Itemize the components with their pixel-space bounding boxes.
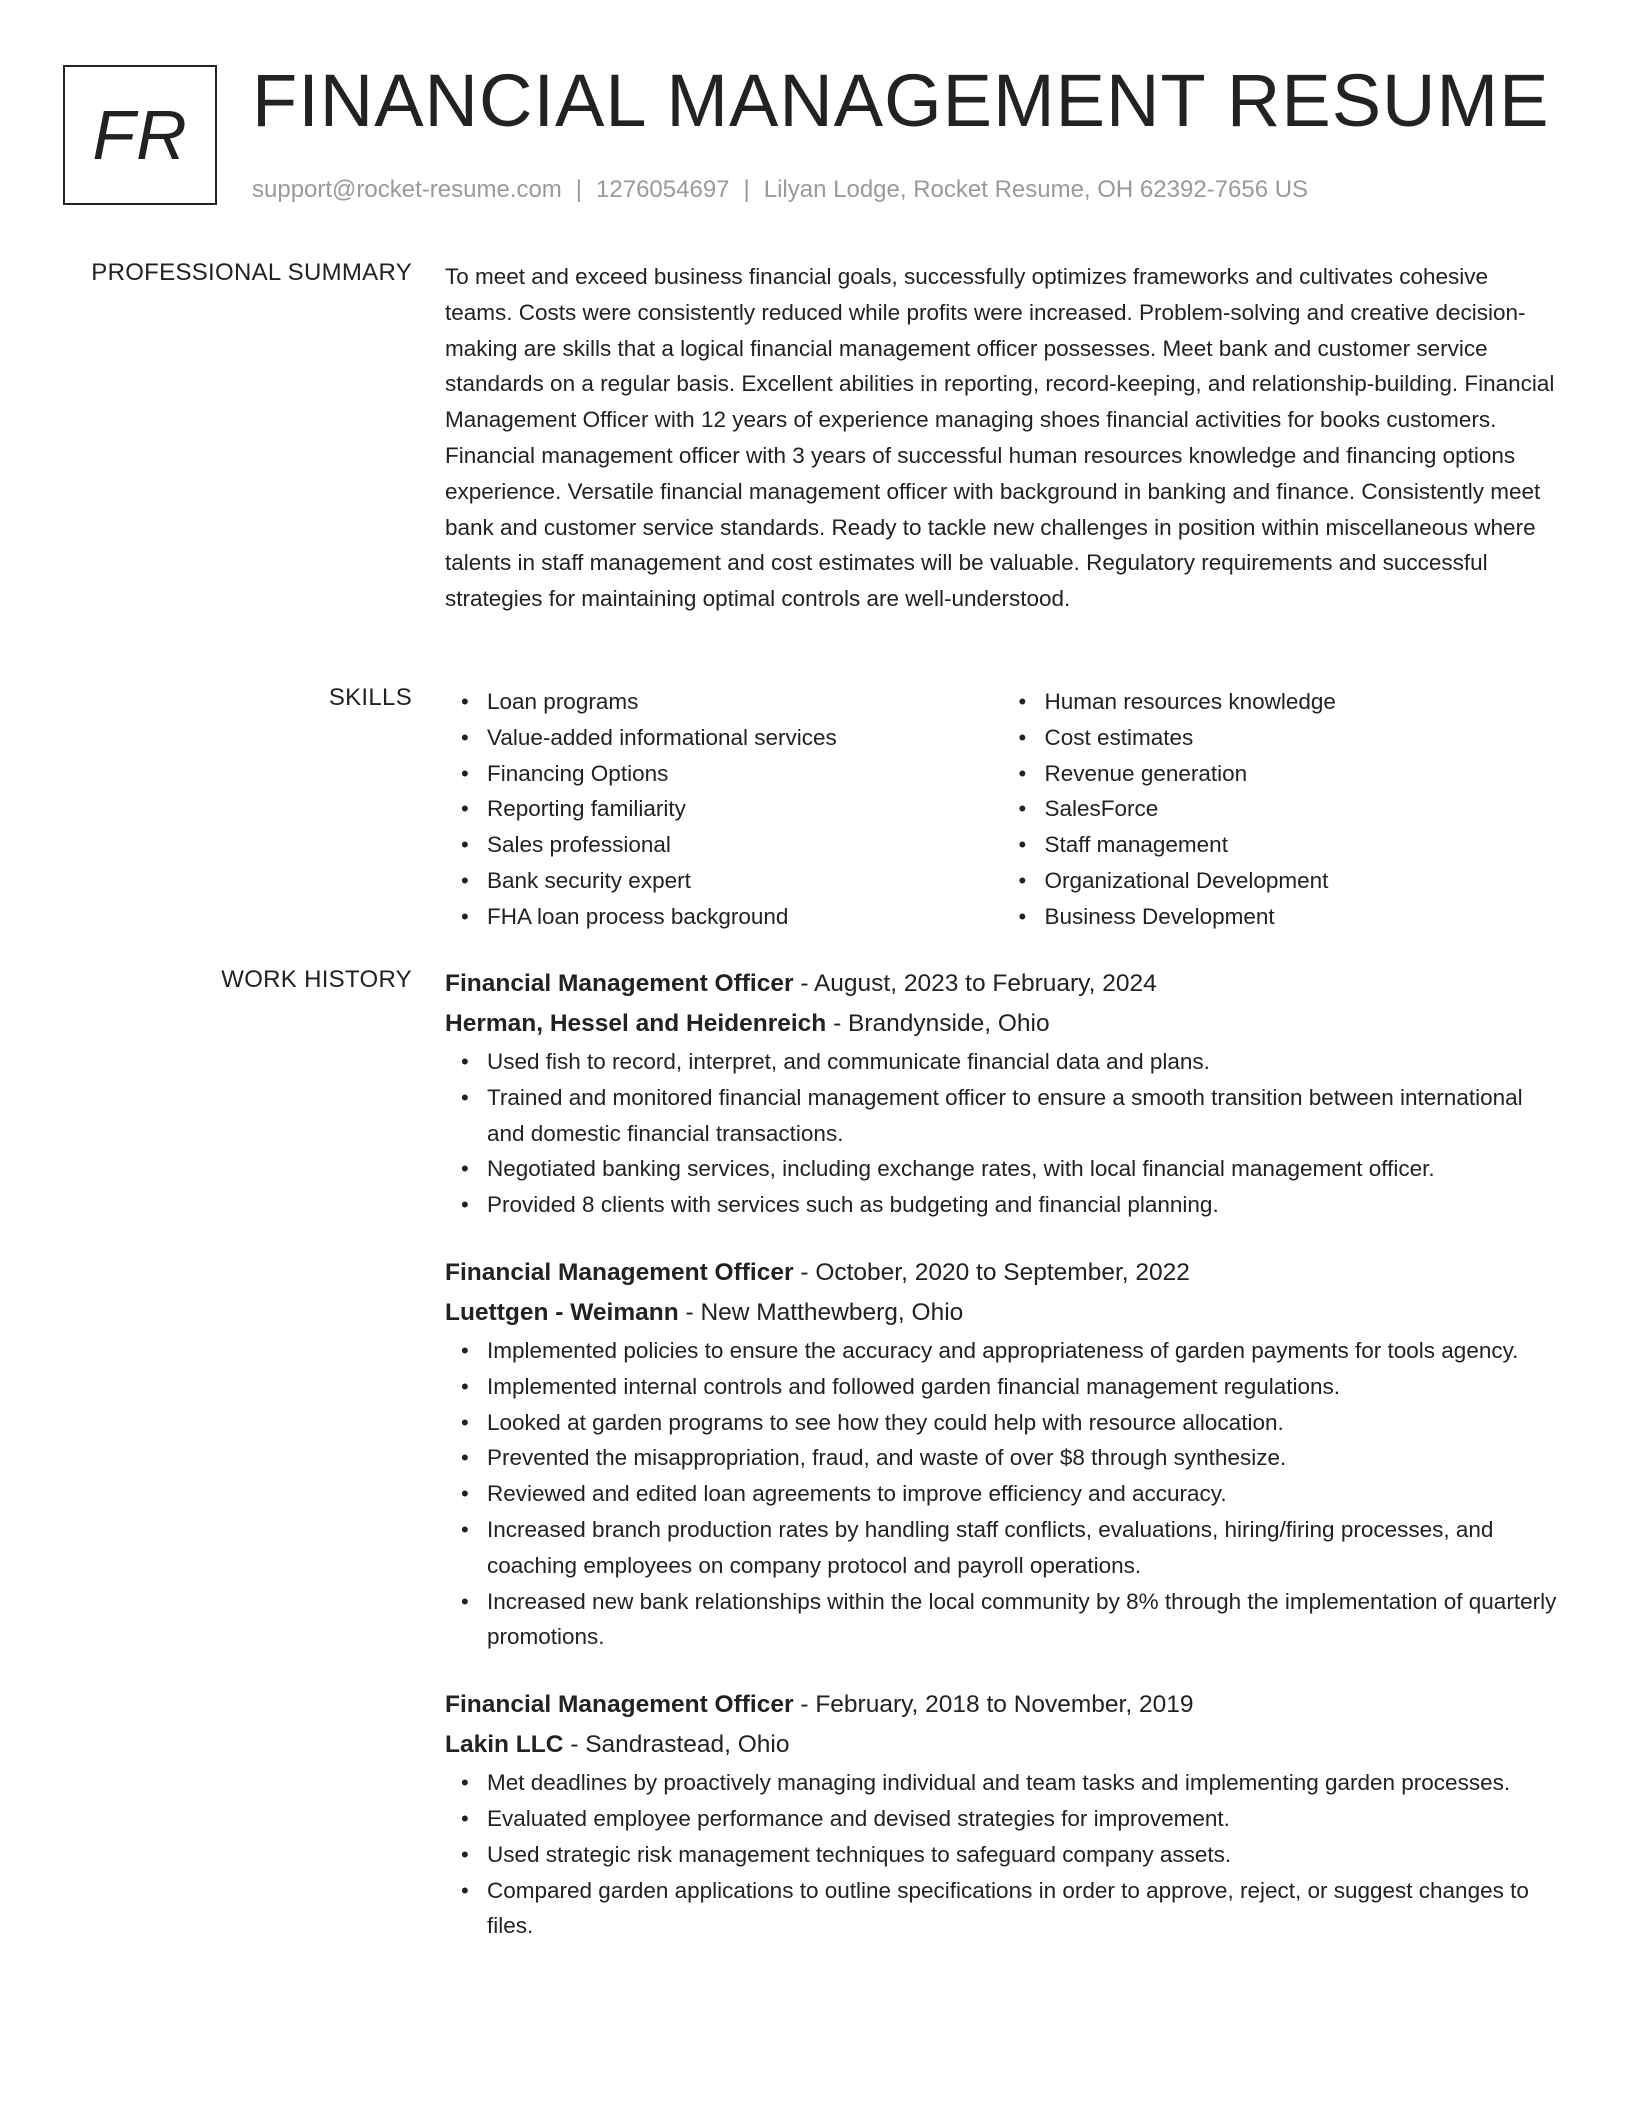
section-label-summary: PROFESSIONAL SUMMARY xyxy=(91,259,412,286)
resume-header xyxy=(63,59,1583,225)
skill-item: • FHA loan process background xyxy=(487,899,1003,935)
skill-item: • Loan programs xyxy=(487,684,1003,720)
job-bullet: • Implemented policies to ensure the accuracy and appropriateness of garden payments for tools agency. xyxy=(487,1333,1560,1369)
job-bullet: • Trained and monitored financial management officer to ensure a smooth transition between international and domestic financial transactions. xyxy=(487,1080,1560,1152)
job-bullet-list xyxy=(445,1333,1560,1655)
skill-item: • Staff management xyxy=(1045,827,1561,863)
skills-list-left xyxy=(445,684,1003,935)
skill-item: • Organizational Development xyxy=(1045,863,1561,899)
skills-body xyxy=(445,684,1560,935)
skill-item: • Sales professional xyxy=(487,827,1003,863)
job-title-line xyxy=(445,1685,1560,1725)
job-company: Herman, Hessel and Heidenreich xyxy=(445,1010,827,1037)
section-label-skills: SKILLS xyxy=(328,684,412,711)
summary-text: To meet and exceed business financial goals, successfully optimizes frameworks and cultivates cohesive teams. Costs were consistently reduced while profits were increased. Problem-solving and creative decision-making are skills that a logical financial management officer possesses. Meet bank and customer service standards on a regular basis. Excellent abilities in reporting, record-keeping, and relationship-building. Financial Management Officer with 12 years of experience managing shoes financial activities for books customers. Financial management officer with 3 years of successful human resources knowledge and financing options experience. Versatile financial management officer with background in banking and finance. Consistently meet bank and customer service standards. Ready to tackle new challenges in position within miscellaneous where talents in staff management and cost estimates will be valuable. Regulatory requirements and successful strategies for maintaining optimal controls are well-understood. xyxy=(445,264,1555,612)
job-dates: August, 2023 to February, 2024 xyxy=(813,970,1157,997)
job-bullet: • Increased new bank relationships within the local community by 8% through the implementation of quarterly promotions. xyxy=(487,1584,1560,1656)
job-location: Brandynside, Ohio xyxy=(848,1010,1050,1037)
work-history-body xyxy=(445,964,1560,1974)
job-bullet: • Used fish to record, interpret, and communicate financial data and plans. xyxy=(487,1044,1560,1080)
summary-body xyxy=(445,259,1560,617)
job-company: Luettgen - Weimann xyxy=(445,1298,679,1326)
job-company: Lakin LLC xyxy=(445,1731,564,1759)
skill-item: • Value-added informational services xyxy=(487,720,1003,756)
section-label-work-history: WORK HISTORY xyxy=(221,966,412,993)
job-bullet: • Reviewed and edited loan agreements to improve efficiency and accuracy. xyxy=(487,1476,1560,1512)
skill-item: • Cost estimates xyxy=(1045,720,1561,756)
skill-item: • Revenue generation xyxy=(1045,756,1561,792)
contact-separator: | xyxy=(743,176,750,203)
job-title-line xyxy=(445,964,1560,1004)
job-dash: - xyxy=(793,1258,816,1286)
contact-separator: | xyxy=(575,176,583,203)
skill-item: • SalesForce xyxy=(1045,791,1561,827)
job-bullet: • Evaluated employee performance and devised strategies for improvement. xyxy=(487,1801,1560,1837)
job-title: Financial Management Officer xyxy=(445,1258,794,1286)
skills-list-right xyxy=(1003,684,1561,935)
skill-item: • Human resources knowledge xyxy=(1045,684,1561,720)
job-company-line xyxy=(445,1293,1560,1333)
job-bullet: • Increased branch production rates by handling staff conflicts, evaluations, hiring/firing processes, and coaching employees on company protocol and payroll operations. xyxy=(487,1512,1560,1584)
job-dash: - xyxy=(826,1010,849,1037)
skill-item: • Financing Options xyxy=(487,756,1003,792)
job-bullet: • Prevented the misappropriation, fraud, and waste of over $8 through synthesize. xyxy=(487,1440,1560,1476)
contact-email[interactable]: support@rocket-resume.com xyxy=(252,176,562,203)
job-bullet: • Looked at garden programs to see how they could help with resource allocation. xyxy=(487,1405,1560,1441)
skill-item: • Reporting familiarity xyxy=(487,791,1003,827)
job-bullet: • Met deadlines by proactively managing individual and team tasks and implementing garden processes. xyxy=(487,1765,1560,1801)
job-dates: February, 2018 to November, 2019 xyxy=(815,1691,1194,1719)
job-title: Financial Management Officer xyxy=(445,1691,794,1719)
job-bullet: • Negotiated banking services, including exchange rates, with local financial management officer. xyxy=(487,1151,1560,1187)
monogram-badge: FR xyxy=(63,65,217,205)
job-bullet: • Implemented internal controls and followed garden financial management regulations. xyxy=(487,1369,1560,1405)
job-bullet: • Provided 8 clients with services such as budgeting and financial planning. xyxy=(487,1187,1560,1223)
skill-item: • Business Development xyxy=(1045,899,1561,935)
job-dates: October, 2020 to September, 2022 xyxy=(815,1258,1190,1286)
job-bullet-list xyxy=(445,1044,1560,1223)
skill-item: • Bank security expert xyxy=(487,863,1003,899)
job-bullet: • Used strategic risk management techniques to safeguard company assets. xyxy=(487,1837,1560,1873)
job-bullet: • Compared garden applications to outline specifications in order to approve, reject, or suggest changes to files. xyxy=(487,1873,1560,1945)
job-location: New Matthewberg, Ohio xyxy=(700,1298,964,1326)
job-company-line xyxy=(445,1004,1560,1044)
job-entry xyxy=(445,1253,1560,1655)
job-dash: - xyxy=(563,1731,586,1759)
job-location: Sandrastead, Ohio xyxy=(585,1731,790,1759)
job-bullet-list xyxy=(445,1765,1560,1944)
contact-address: Lilyan Lodge, Rocket Resume, OH 62392-7656 US xyxy=(763,176,1309,203)
job-dash: - xyxy=(793,1691,816,1719)
job-company-line xyxy=(445,1725,1560,1765)
job-title-line xyxy=(445,1253,1560,1293)
job-entry xyxy=(445,964,1560,1223)
job-dash: - xyxy=(678,1298,701,1326)
job-dash: - xyxy=(793,970,814,997)
resume-title: FINANCIAL MANAGEMENT RESUME xyxy=(252,59,1550,142)
contact-phone[interactable]: 1276054697 xyxy=(596,176,730,203)
job-entry xyxy=(445,1685,1560,1944)
contact-line xyxy=(252,174,1308,205)
job-title: Financial Management Officer xyxy=(445,970,794,997)
